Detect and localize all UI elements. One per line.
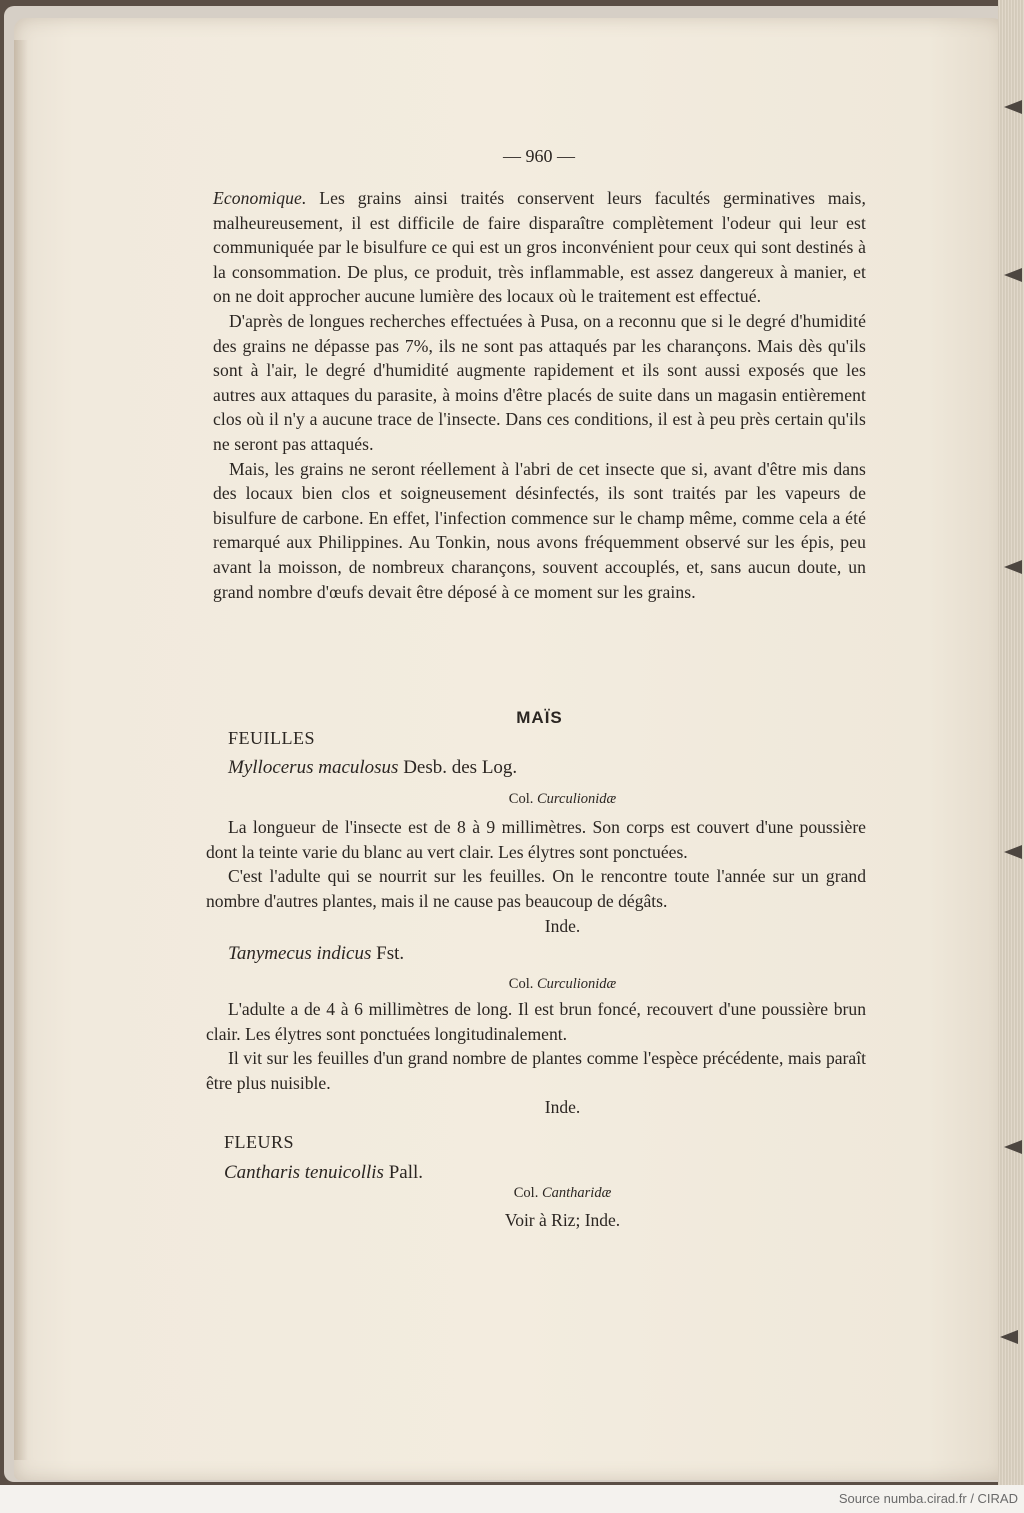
intro-lead: Economique. [213,188,307,208]
page-tab-icon [1004,100,1022,114]
page-tab-icon [1004,560,1022,574]
source-credit: Source numba.cirad.fr / CIRAD [838,1491,1018,1506]
species-region: Inde. [544,1097,581,1117]
species-family [236,791,889,808]
paragraph-pusa: D'après de longues recherches effectuées à Pusa, on a reconnu que si le degré d'humidité des grains ne dépasse pas 7%, ils ne sont pas attaqués par les charançons. Mais dès qu'ils sont à l'air, le degré d'humidité augmente rapidement et ils sont aussi exposés que les autres aux attaques du parasite, à moins d'être placés de suite dans un magasin entièrement clos où il n'y a aucune trace de l'insecte. Dans ces conditions, il est à peu près certain qu'ils ne seront pas attaqués. [213,310,866,454]
species-region: Inde. [544,916,581,936]
family-prefix: Col. [508,976,537,992]
species-name [228,757,517,779]
description-paragraph: Il vit sur les feuilles d'un grand nombre de plantes comme l'espèce précédente, mais paraît être plus nuisible. [206,1048,866,1093]
family-prefix: Col. [513,1185,542,1201]
intro-paragraph [213,186,866,309]
species-author: Desb. des Log. [398,757,518,778]
page-gutter-shade [14,40,28,1460]
family-name: Curculionidæ [536,976,617,992]
page-number: — 960 — [503,146,575,166]
species-description [206,815,866,913]
paragraph-tonkin: Mais, les grains ne seront réellement à l'abri de cet insecte que si, avant d'être mis dans des locaux bien clos et soigneusement désinfectés, ils sont traités par les vapeurs de bisulfure de carbone. En effet, l'infection commence sur le champ même, comme cela a été remarqué aux Philippines. Au Tonkin, nous avons fréquemment observé sur les épis, peu avant la moisson, de nombreux charançons, souvent accouplés, et, sans aucun doute, un grand nombre d'œufs devait être déposé à ce moment sur les grains. [213,458,866,602]
species-family [236,1185,889,1202]
body-text [213,186,866,604]
species-author: Pall. [383,1162,423,1183]
family-prefix: Col. [508,791,537,807]
section-heading-mais: MAÏS [516,708,563,727]
species-family [236,976,889,993]
subsection-feuilles: FEUILLES [228,728,315,748]
subsection-fleurs: FLEURS [224,1132,295,1152]
family-name: Curculionidæ [536,791,617,807]
species-author: Fst. [371,943,405,964]
species-region: Voir à Riz; Inde. [504,1210,621,1230]
page-tab-icon [1004,845,1022,859]
species-latin-name: Tanymecus indicus [228,943,372,964]
page-tab-icon [1004,1140,1022,1154]
species-latin-name: Myllocerus maculosus [228,757,399,778]
species-name [224,1162,423,1184]
description-paragraph: La longueur de l'insecte est de 8 à 9 millimètres. Son corps est couvert d'une poussière dont la teinte varie du blanc au vert clair. Les élytres sont ponctuées. [206,817,866,862]
page-tab-icon [1004,268,1022,282]
species-latin-name: Cantharis tenuicollis [224,1162,384,1183]
page-tab-icon [1000,1330,1018,1344]
species-description [206,997,866,1095]
page-stack-edge [998,0,1024,1485]
species-name [228,943,404,965]
description-paragraph: L'adulte a de 4 à 6 millimètres de long. Il est brun foncé, recouvert d'une poussière brun clair. Les élytres sont ponctuées longitudinalement. [206,999,866,1044]
description-paragraph: C'est l'adulte qui se nourrit sur les feuilles. On le rencontre toute l'année sur un grand nombre d'autres plantes, mais il ne cause pas beaucoup de dégâts. [206,866,866,911]
intro-text: Les grains ainsi traités conservent leurs facultés germinatives mais, malheureusement, il est difficile de faire disparaître complètement l'odeur qui leur est communiquée par le bisulfure ce qui est un gros inconvénient pour ceux qui sont destinés à la consommation. De plus, ce produit, très inflammable, est assez dangereux à manier, et on ne doit approcher aucune lumière des locaux où le traitement est effectué. [213,188,866,307]
family-name: Cantharidæ [541,1185,612,1201]
